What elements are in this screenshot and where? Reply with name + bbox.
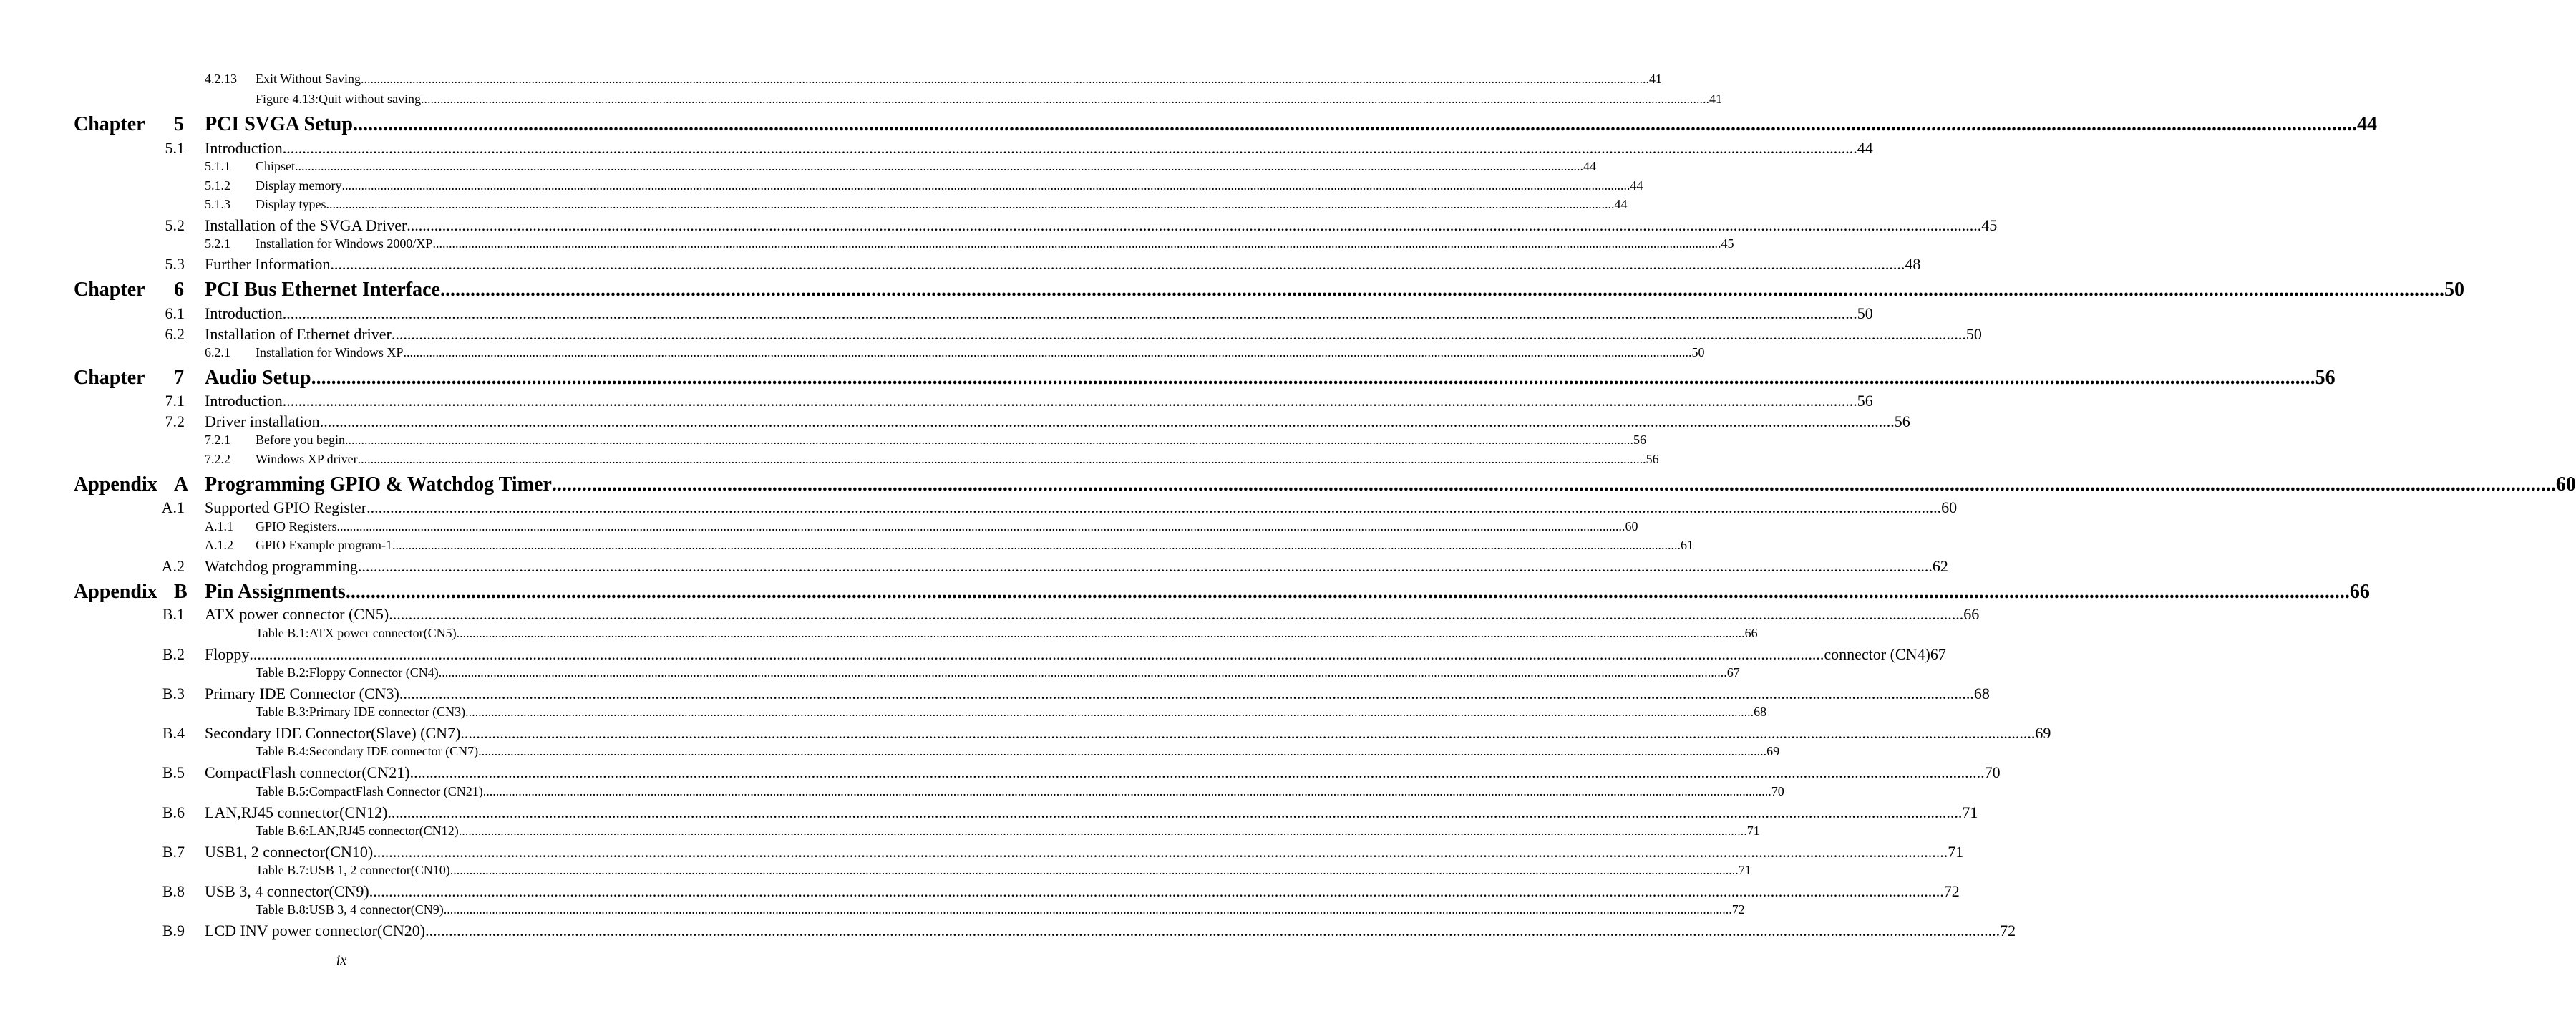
page-number-ref: 50 (1857, 304, 1873, 322)
page-number-ref: 71 (1746, 823, 1760, 838)
dot-leader: ................................................................................................................................................................................................................................................................................................................................................................................................................ (392, 538, 1681, 552)
dot-leader: ................................................................................................................................................................................................................................................................................................................................................................................................................ (432, 236, 1721, 251)
dot-leader: ................................................................................................................................................................................................................................................................................................................................................................................................................ (443, 902, 1732, 917)
entry-title: Audio Setup (205, 367, 311, 389)
toc-section-entry[interactable] (0, 803, 1978, 823)
entry-line (256, 784, 1784, 799)
entry-line (256, 178, 1643, 193)
entry-line (205, 581, 2370, 604)
entry-line (205, 304, 1873, 323)
entry-number: B.7 (162, 843, 185, 861)
entry-line (205, 882, 1960, 901)
entry-line (205, 325, 1982, 344)
entry-line (256, 823, 1760, 839)
page-number-ref: 56 (2315, 367, 2336, 389)
dot-leader: ................................................................................................................................................................................................................................................................................................................................................................................................................ (389, 605, 1964, 623)
entry-title: ATX power connector (CN5) (205, 605, 389, 623)
entry-line (256, 72, 1662, 87)
entry-line (205, 922, 2016, 940)
entry-line (256, 236, 1734, 251)
dot-leader: ................................................................................................................................................................................................................................................................................................................................................................................................................ (249, 645, 1824, 663)
toc-cap-entry[interactable] (0, 626, 1758, 643)
page-number-ref: 72 (1943, 882, 1960, 900)
entry-number: A.1.2 (205, 538, 233, 552)
toc-section-entry[interactable] (0, 412, 1910, 433)
toc-cap-entry[interactable] (0, 744, 1780, 761)
page-number-ref: 61 (1680, 538, 1693, 552)
dot-leader: ................................................................................................................................................................................................................................................................................................................................................................................................................ (282, 392, 1857, 410)
page-number-ref: 72 (1731, 902, 1745, 917)
entry-title: Watchdog programming (205, 557, 358, 575)
page-number-ref: 48 (1905, 255, 1921, 273)
entry-title: Installation for Windows 2000/XP (256, 236, 433, 251)
entry-title: Primary IDE Connector (CN3) (205, 685, 399, 702)
entry-line (205, 113, 2377, 136)
entry-title: Supported GPIO Register (205, 498, 367, 516)
entry-number: 5 (174, 113, 184, 135)
entry-number: 6 (174, 279, 184, 301)
entry-title: USB 3, 4 connector(CN9) (205, 882, 369, 900)
entry-number: B.4 (162, 724, 185, 742)
dot-leader: ................................................................................................................................................................................................................................................................................................................................................................................................................ (425, 922, 2001, 940)
entry-line (205, 498, 1958, 517)
entry-title: Before you begin (256, 433, 345, 447)
dot-leader: ................................................................................................................................................................................................................................................................................................................................................................................................................ (421, 92, 1709, 106)
entry-title: Further Information (205, 255, 331, 273)
entry-line (256, 538, 1693, 553)
toc-cap-entry[interactable] (0, 902, 1745, 919)
toc-section-entry[interactable] (0, 645, 1946, 665)
dot-leader: ................................................................................................................................................................................................................................................................................................................................................................................................................ (357, 557, 1933, 575)
page-number-ref: 71 (1962, 803, 1978, 821)
entry-number: B (174, 581, 188, 603)
toc-cap-entry[interactable] (0, 863, 1751, 880)
dot-leader: ................................................................................................................................................................................................................................................................................................................................................................................................................ (373, 843, 1948, 861)
toc-section-entry[interactable] (0, 605, 1980, 625)
entry-number: 5.2.1 (205, 236, 230, 251)
entry-number: 7.2.2 (205, 452, 230, 466)
entry-title: PCI Bus Ethernet Interface (205, 279, 440, 301)
dot-leader: ................................................................................................................................................................................................................................................................................................................................................................................................................ (295, 159, 1584, 173)
page-number: ix (336, 952, 347, 968)
entry-title: Installation for Windows XP (256, 345, 404, 359)
page-number-ref: 56 (1894, 412, 1910, 430)
entry-number: B.8 (162, 882, 185, 900)
entry-number: 6.1 (165, 304, 185, 322)
entry-line (205, 724, 2051, 743)
toc-sub-entry[interactable] (0, 236, 1734, 253)
page-number-ref: 44 (1630, 178, 1643, 193)
toc-chapter-entry[interactable] (0, 113, 2377, 137)
entry-number: B.5 (162, 763, 185, 781)
entry-title: Table B.3:Primary IDE connector (CN3) (256, 705, 466, 719)
chapter-label: Chapter (74, 279, 145, 301)
page-number-ref: 44 (1614, 197, 1628, 211)
dot-leader: ................................................................................................................................................................................................................................................................................................................................................................................................................ (482, 784, 1771, 798)
entry-title: CompactFlash connector(CN21) (205, 763, 410, 781)
entry-title: Table B.5:CompactFlash Connector (CN21) (256, 784, 483, 798)
entry-title: Introduction (205, 392, 283, 410)
dot-leader: ................................................................................................................................................................................................................................................................................................................................................................................................................ (407, 216, 1982, 234)
dot-leader: ................................................................................................................................................................................................................................................................................................................................................................................................................ (336, 519, 1625, 533)
chapter-label: Appendix (74, 473, 157, 496)
chapter-label: Appendix (74, 581, 157, 603)
entry-line (256, 452, 1659, 467)
toc-section-entry[interactable] (0, 685, 1990, 705)
page-number-ref: 41 (1709, 92, 1722, 106)
entry-title: Table B.6:LAN,RJ45 connector(CN12) (256, 823, 459, 838)
dot-leader: ................................................................................................................................................................................................................................................................................................................................................................................................................ (391, 325, 1966, 343)
entry-number: A.1 (161, 498, 185, 516)
dot-leader: ................................................................................................................................................................................................................................................................................................................................................................................................................ (282, 304, 1857, 322)
entry-number: A (174, 473, 189, 496)
toc-cap-entry[interactable] (0, 665, 1740, 682)
page-number-ref: 44 (2356, 113, 2377, 135)
entry-title: LCD INV power connector(CN20) (205, 922, 426, 940)
toc-section-entry[interactable] (0, 843, 1964, 863)
entry-title: Table B.8:USB 3, 4 connector(CN9) (256, 902, 444, 917)
dot-leader: ................................................................................................................................................................................................................................................................................................................................................................................................................ (439, 279, 2444, 301)
chapter-label: Chapter (74, 367, 145, 389)
page-number-ref: 66 (1744, 626, 1758, 640)
entry-line (205, 367, 2336, 390)
dot-leader: ................................................................................................................................................................................................................................................................................................................................................................................................................ (369, 882, 1944, 900)
toc-chapter-entry[interactable] (0, 473, 2576, 498)
entry-line (256, 902, 1745, 917)
dot-leader: ................................................................................................................................................................................................................................................................................................................................................................................................................ (449, 863, 1739, 877)
toc-section-entry[interactable] (0, 557, 1948, 577)
entry-line (205, 139, 1873, 158)
entry-line (205, 255, 1921, 274)
entry-number: B.1 (162, 605, 185, 623)
dot-leader: ................................................................................................................................................................................................................................................................................................................................................................................................................ (403, 345, 1692, 359)
page-number-ref: 68 (1973, 685, 1990, 702)
toc-chapter-entry[interactable] (0, 581, 2370, 605)
toc-section-entry[interactable] (0, 498, 1958, 518)
dot-leader: ................................................................................................................................................................................................................................................................................................................................................................................................................ (551, 473, 2556, 496)
dot-leader: ................................................................................................................................................................................................................................................................................................................................................................................................................ (311, 367, 2315, 389)
entry-number: 5.1.1 (205, 159, 230, 173)
entry-number: 5.1.3 (205, 197, 230, 211)
toc-sub-entry[interactable] (0, 519, 1638, 536)
entry-line (205, 645, 1946, 664)
dot-leader: ................................................................................................................................................................................................................................................................................................................................................................................................................ (345, 581, 2350, 603)
entry-title: Table B.2:Floppy Connector (CN4) (256, 665, 439, 680)
entry-line (205, 557, 1948, 576)
dot-leader: ................................................................................................................................................................................................................................................................................................................................................................................................................ (357, 452, 1646, 466)
dot-leader: ................................................................................................................................................................................................................................................................................................................................................................................................................ (282, 139, 1857, 157)
toc-cap-entry[interactable] (0, 823, 1760, 841)
toc-section-entry[interactable] (0, 255, 1921, 275)
dot-leader: ................................................................................................................................................................................................................................................................................................................................................................................................................ (456, 626, 1745, 640)
toc-chapter-entry[interactable] (0, 279, 2464, 303)
entry-line (256, 92, 1722, 107)
entry-title: Chipset (256, 159, 296, 173)
entry-number: 5.2 (165, 216, 185, 234)
page-number-ref: 70 (1984, 763, 2001, 781)
toc-sub-entry[interactable] (0, 433, 1646, 450)
entry-number: 7 (174, 367, 184, 389)
toc-section-entry[interactable] (0, 304, 1873, 324)
entry-line (256, 744, 1780, 759)
dot-leader: ................................................................................................................................................................................................................................................................................................................................................................................................................ (399, 685, 1974, 702)
page-number-ref: 44 (1857, 139, 1873, 157)
entry-line (205, 763, 2001, 782)
page-number-ref: 66 (2349, 581, 2370, 603)
toc-sub-entry[interactable] (0, 178, 1643, 195)
entry-line (256, 626, 1758, 641)
page-number-ref: 50 (1691, 345, 1705, 359)
entry-title: Table B.7:USB 1, 2 connector(CN10) (256, 863, 450, 877)
entry-line (256, 519, 1638, 534)
toc-cap-entry[interactable] (0, 784, 1784, 801)
entry-line (256, 345, 1705, 360)
toc-section-entry[interactable] (0, 325, 1982, 345)
toc-section-entry[interactable] (0, 216, 1998, 236)
entry-number: 5.3 (165, 255, 185, 273)
entry-title: Introduction (205, 139, 283, 157)
toc-section-entry[interactable] (0, 882, 1960, 902)
toc-sub-entry[interactable] (0, 197, 1628, 214)
dot-leader: ................................................................................................................................................................................................................................................................................................................................................................................................................ (460, 724, 2036, 742)
entry-number: 4.2.13 (205, 72, 237, 86)
page-number-ref: 71 (1948, 843, 1964, 861)
page-number-ref: 45 (1721, 236, 1734, 251)
page-number-ref: 62 (1932, 557, 1948, 575)
chapter-label: Chapter (74, 113, 145, 135)
entry-number: A.2 (161, 557, 185, 575)
page-number-ref: 60 (2555, 473, 2576, 496)
toc-chapter-entry[interactable] (0, 367, 2336, 391)
entry-title: Driver installation (205, 412, 320, 430)
entry-line (256, 705, 1767, 720)
entry-title: Table B.1:ATX power connector(CN5) (256, 626, 457, 640)
entry-title-suffix: connector (CN4) (1824, 645, 1930, 663)
page-number-ref: 56 (1633, 433, 1646, 447)
entry-number: 7.2 (165, 412, 185, 430)
entry-line (205, 605, 1980, 624)
toc-sub-entry[interactable] (0, 452, 1659, 469)
entry-title: Figure 4.13:Quit without saving (256, 92, 421, 106)
entry-title: USB1, 2 connector(CN10) (205, 843, 374, 861)
entry-number: 7.1 (165, 392, 185, 410)
page-number-ref: 50 (1965, 325, 1982, 343)
dot-leader: ................................................................................................................................................................................................................................................................................................................................................................................................................ (360, 72, 1649, 86)
entry-number: 5.1.2 (205, 178, 230, 193)
entry-title: Pin Assignments (205, 581, 346, 603)
dot-leader: ................................................................................................................................................................................................................................................................................................................................................................................................................ (344, 433, 1633, 447)
page-number-ref: 67 (1726, 665, 1740, 680)
entry-title: Programming GPIO & Watchdog Timer (205, 473, 552, 496)
toc-section-entry[interactable] (0, 392, 1873, 412)
toc-cap-entry[interactable] (0, 705, 1767, 722)
entry-title: Display memory (256, 178, 342, 193)
toc-sub-entry[interactable] (0, 538, 1693, 555)
page-number-ref: 45 (1981, 216, 1998, 234)
entry-title: Display types (256, 197, 326, 211)
entry-line (256, 665, 1740, 680)
entry-line (205, 412, 1910, 431)
page-number-ref: 41 (1648, 72, 1662, 86)
entry-number: 6.2.1 (205, 345, 230, 359)
entry-line (205, 803, 1978, 822)
entry-number: B.6 (162, 803, 185, 821)
page-number-ref: 69 (1766, 744, 1780, 758)
toc-section-entry[interactable] (0, 763, 2001, 783)
dot-leader: ................................................................................................................................................................................................................................................................................................................................................................................................................ (330, 255, 1905, 273)
entry-line (205, 216, 1998, 235)
dot-leader: ................................................................................................................................................................................................................................................................................................................................................................................................................ (326, 197, 1615, 211)
page-number-ref: 44 (1583, 159, 1597, 173)
toc-sub-entry[interactable] (0, 159, 1597, 176)
dot-leader: ................................................................................................................................................................................................................................................................................................................................................................................................................ (409, 763, 1985, 781)
toc-sub-entry[interactable] (0, 345, 1705, 362)
entry-line (205, 685, 1990, 703)
page-number-ref: 72 (2000, 922, 2016, 940)
entry-number: 5.1 (165, 139, 185, 157)
page-number-ref: 56 (1646, 452, 1659, 466)
dot-leader: ................................................................................................................................................................................................................................................................................................................................................................................................................ (319, 412, 1895, 430)
entry-line (256, 197, 1628, 212)
entry-title: GPIO Registers (256, 519, 337, 533)
toc-sub-entry[interactable] (0, 72, 1662, 89)
entry-title: Exit Without Saving (256, 72, 361, 86)
toc-section-entry[interactable] (0, 922, 2016, 942)
entry-title: Introduction (205, 304, 283, 322)
entry-line (205, 473, 2576, 496)
page-number-ref: 60 (1941, 498, 1958, 516)
entry-title: Installation of Ethernet driver (205, 325, 392, 343)
dot-leader: ................................................................................................................................................................................................................................................................................................................................................................................................................ (341, 178, 1630, 193)
page-number-ref: 50 (2444, 279, 2464, 301)
entry-title: LAN,RJ45 connector(CN12) (205, 803, 388, 821)
entry-number: B.9 (162, 922, 185, 940)
dot-leader: ................................................................................................................................................................................................................................................................................................................................................................................................................ (352, 113, 2357, 135)
entry-line (205, 392, 1873, 410)
entry-title: Secondary IDE Connector(Slave) (CN7) (205, 724, 461, 742)
entry-number: B.2 (162, 645, 185, 663)
page-number-ref: 67 (1930, 645, 1946, 663)
entry-title: Windows XP driver (256, 452, 358, 466)
toc-section-entry[interactable] (0, 139, 1873, 159)
page-number-ref: 71 (1738, 863, 1751, 877)
page-number-ref: 56 (1857, 392, 1873, 410)
entry-number: 7.2.1 (205, 433, 230, 447)
entry-line (256, 863, 1751, 878)
dot-leader: ................................................................................................................................................................................................................................................................................................................................................................................................................ (387, 803, 1963, 821)
dot-leader: ................................................................................................................................................................................................................................................................................................................................................................................................................ (366, 498, 1942, 516)
toc-cap-entry[interactable] (0, 92, 1722, 109)
entry-line (205, 843, 1964, 861)
entry-number: B.3 (162, 685, 185, 702)
entry-line (256, 159, 1597, 174)
entry-title: Installation of the SVGA Driver (205, 216, 407, 234)
entry-line (256, 433, 1646, 448)
entry-title: GPIO Example program-1 (256, 538, 392, 552)
dot-leader: ................................................................................................................................................................................................................................................................................................................................................................................................................ (465, 705, 1754, 719)
page-number-ref: 60 (1625, 519, 1638, 533)
dot-leader: ................................................................................................................................................................................................................................................................................................................................................................................................................ (458, 823, 1747, 838)
page-number-ref: 69 (2035, 724, 2051, 742)
dot-leader: ................................................................................................................................................................................................................................................................................................................................................................................................................ (478, 744, 1767, 758)
entry-number: A.1.1 (205, 519, 233, 533)
entry-number: 6.2 (165, 325, 185, 343)
toc-section-entry[interactable] (0, 724, 2051, 744)
page-number-ref: 70 (1771, 784, 1784, 798)
entry-title: Table B.4:Secondary IDE connector (CN7) (256, 744, 479, 758)
dot-leader: ................................................................................................................................................................................................................................................................................................................................................................................................................ (438, 665, 1727, 680)
page-number-ref: 68 (1754, 705, 1767, 719)
entry-title: PCI SVGA Setup (205, 113, 353, 135)
page-number-ref: 66 (1963, 605, 1980, 623)
entry-line (205, 279, 2464, 301)
entry-title: Floppy (205, 645, 250, 663)
